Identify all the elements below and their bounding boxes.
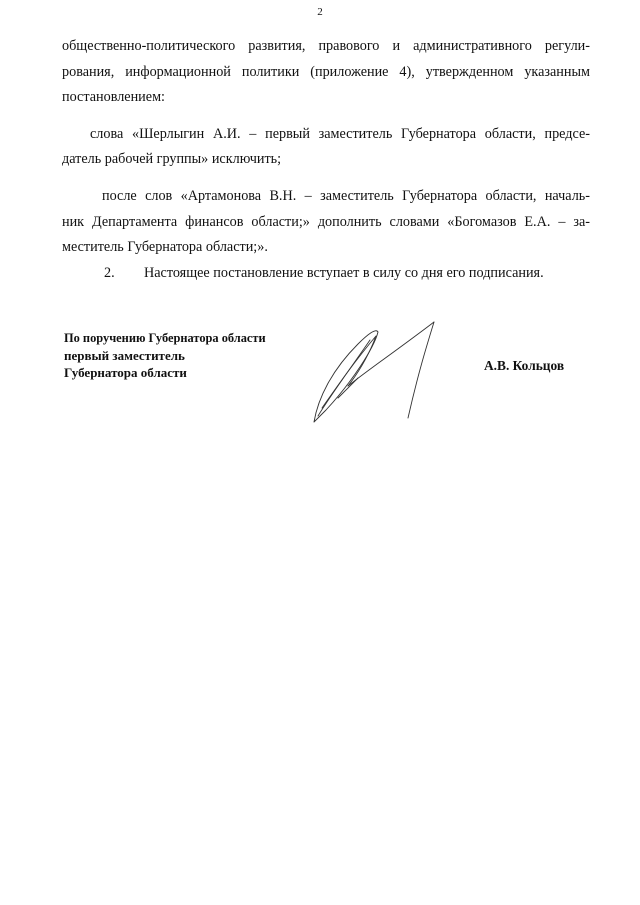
signature-title-line: первый заместитель <box>64 348 185 363</box>
signer-name: А.В. Кольцов <box>484 358 565 373</box>
item-text: Настоящее постановление вступает в силу со дня его подписания. <box>144 264 544 281</box>
item-number: 2. <box>104 264 115 281</box>
handwritten-signature <box>308 318 444 426</box>
signature-title-block <box>64 330 266 381</box>
paragraph-add-words <box>62 184 590 261</box>
text-line: постановлением: <box>62 89 165 106</box>
signature-title-line: Губернатора области <box>64 365 187 380</box>
text-line: общественно-политического развития, правового и административного регули- <box>62 38 590 54</box>
text-line: меститель Губернатора области;». <box>62 239 268 256</box>
paragraph-exclude-words <box>62 122 590 173</box>
signature-title-line: По поручению Губернатора области <box>64 331 266 345</box>
document-body <box>62 34 590 286</box>
text-line: датель рабочей группы» исключить; <box>62 151 282 168</box>
numbered-item-2 <box>62 261 590 287</box>
paragraph-appendix-reference <box>62 34 590 111</box>
text-line: после слов «Артамонова В.Н. – заместитель Губернатора области, началь- <box>102 187 590 204</box>
text-line: ник Департамента финансов области;» дополнить словами «Богомазов Е.А. – за- <box>62 213 590 230</box>
text-line: слова «Шерлыгин А.И. – первый заместитель Губернатора области, предсе- <box>90 125 590 142</box>
text-line: рования, информационной политики (приложение 4), утвержденном указанным <box>62 63 590 80</box>
page-number: 2 <box>317 6 323 18</box>
